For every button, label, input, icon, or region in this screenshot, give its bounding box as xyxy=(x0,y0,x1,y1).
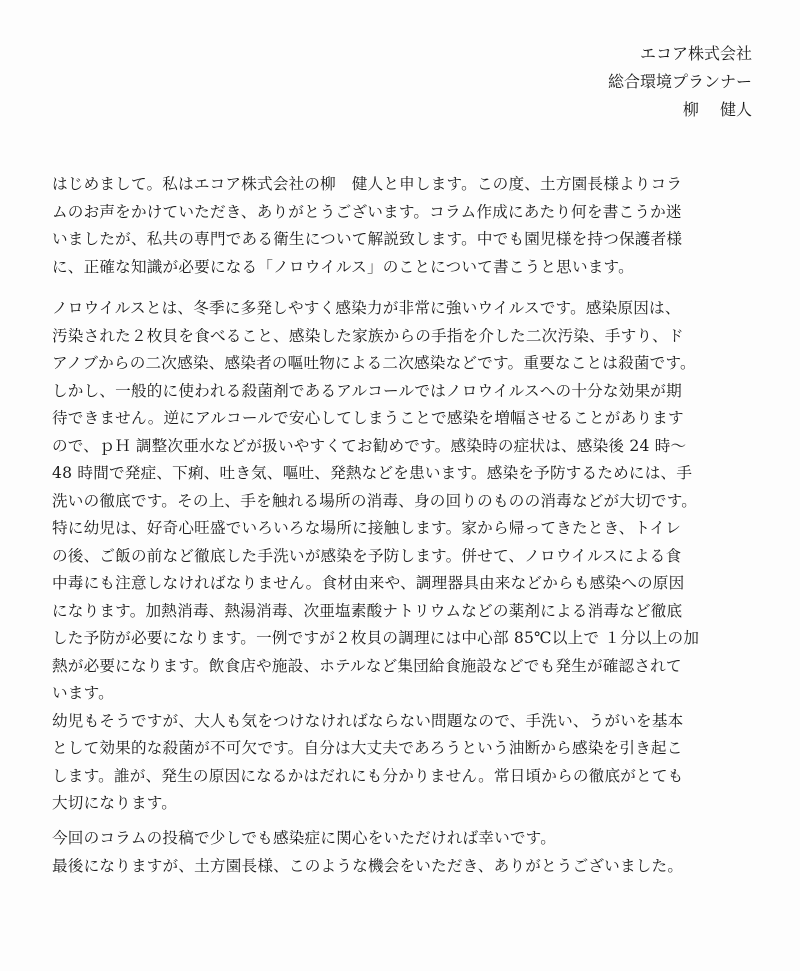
text-line: ので、ｐＨ 調整次亜水などが扱いやすくてお勧めです。感染時の症状は、感染後 24 時～ xyxy=(52,436,687,455)
text-line: 中毒にも注意しなければなりません。食材由来や、調理器具由来などからも感染への原因 xyxy=(52,574,685,592)
company-name: エコア株式会社 xyxy=(639,44,752,63)
sender-title: 総合環境プランナー xyxy=(607,72,752,91)
intro-paragraph xyxy=(52,171,752,281)
text-line: 最後になりますが、土方園長様、このような機会をいただき、ありがとうございました。 xyxy=(52,856,684,875)
text-line: 幼児もそうですが、大人も気をつけなければならない問題なので、手洗い、うがいを基本 xyxy=(52,711,684,730)
text-line: した予防が必要になります。一例ですが２枚貝の調理には中心部 85℃以上で １分以上の加 xyxy=(52,629,700,647)
text-line: はじめまして。私はエコア株式会社の柳 健人と申します。この度、土方園長様よりコラ xyxy=(52,175,683,193)
text-line: 待できません。逆にアルコールで安心してしまうことで感染を増幅させることがあります xyxy=(52,409,684,427)
text-line: 汚染された２枚貝を食べること、感染した家族からの手指を介した二次汚染、手すり、ド xyxy=(52,326,684,345)
text-line: います。 xyxy=(52,684,114,702)
sender-block xyxy=(608,40,752,124)
text-line: しかし、一般的に使われる殺菌剤であるアルコールではノロウイルスへの十分な効果が期 xyxy=(52,381,682,400)
text-line: します。誰が、発生の原因になるかはだれにも分かりません。常日頃からの徹底がとても xyxy=(52,766,684,785)
text-line: ムのお声をかけていただき、ありがとうございます。コラム作成にあたり何を書こうか迷 xyxy=(52,202,682,221)
text-line: 48 時間で発症、下痢、吐き気、嘔吐、発熱などを患います。感染を予防するためには、手 xyxy=(52,464,693,482)
text-line: 洗いの徹底です。その上、手を触れる場所の消毒、身の回りのものの消毒などが大切です。 xyxy=(52,491,698,510)
sender-name: 柳 健人 xyxy=(682,100,752,119)
text-line: 特に幼児は、好奇心旺盛でいろいろな場所に接触します。家から帰ってきたとき、トイレ xyxy=(52,519,682,537)
closing-paragraph xyxy=(52,825,752,880)
text-line: として効果的な殺菌が不可欠です。自分は大丈夫であろうという油断から感染を引き起こ xyxy=(52,739,683,757)
text-line: 大切になります。 xyxy=(52,794,178,812)
main-paragraph xyxy=(52,295,752,818)
text-line: 熱が必要になります。飲食店や施設、ホテルなど集団給食施設などでも発生が確認されて xyxy=(52,656,682,675)
text-line: アノブからの二次感染、感染者の嘔吐物による二次感染などです。重要なことは殺菌です。 xyxy=(52,354,696,372)
text-line: の後、ご飯の前など徹底した手洗いが感染を予防します。併せて、ノロウイルスによる食 xyxy=(52,546,682,565)
text-line: に、正確な知識が必要になる「ノロウイルス」のことについて書こうと思います。 xyxy=(52,257,634,276)
text-line: ノロウイルスとは、冬季に多発しやすく感染力が非常に強いウイルスです。感染原因は、 xyxy=(52,299,681,317)
text-line: になります。加熱消毒、熱湯消毒、次亜塩素酸ナトリウムなどの薬剤による消毒など徹底 xyxy=(52,601,683,620)
text-line: 今回のコラムの投稿で少しでも感染症に関心をいただければ幸いです。 xyxy=(52,829,556,847)
text-line: いましたが、私共の専門である衛生について解説致します。中でも園児様を持つ保護者様 xyxy=(52,230,683,248)
